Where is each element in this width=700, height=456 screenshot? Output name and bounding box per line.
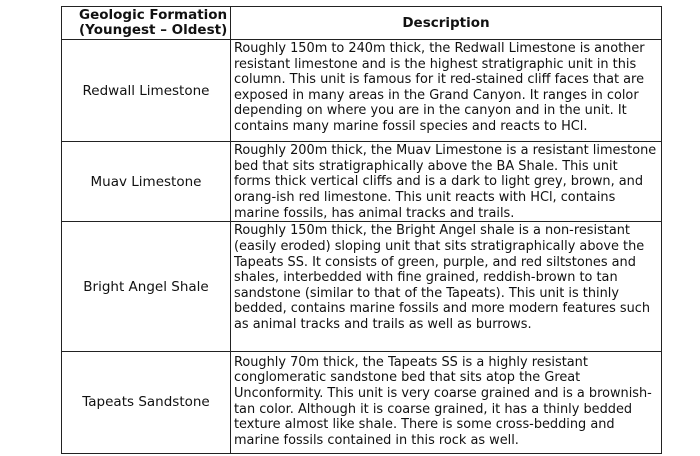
table-row xyxy=(62,40,662,142)
description-cell: Roughly 70m thick, the Tapeats SS is a highly resistant conglomeratic sandstone bed that sits atop the Great Unconformity. This unit is very coarse grained and is a brownish-tan color. Although it is coarse grained, it has a thinly bedded texture almost like shale. There is some cross-bedding and marine fossils contained in this rock as well. xyxy=(231,351,662,453)
formation-name-cell: Muav Limestone xyxy=(62,142,231,222)
table-header-row xyxy=(62,7,662,40)
formation-name-cell: Bright Angel Shale xyxy=(62,222,231,351)
header-formation-line-1: Geologic Formation xyxy=(79,7,228,23)
table-row xyxy=(62,142,662,222)
description-cell: Roughly 200m thick, the Muav Limestone is a resistant limestone bed that sits stratigraphically above the BA Shale. This unit forms thick vertical cliffs and is a dark to light grey, brown, and orang-ish red limestone. This unit reacts with HCl, contains marine fossils, has animal tracks and trails. xyxy=(231,142,662,222)
formation-name-cell: Tapeats Sandstone xyxy=(62,351,231,453)
header-description: Description xyxy=(231,7,662,40)
geologic-formations-table xyxy=(61,6,662,454)
formation-name-cell: Redwall Limestone xyxy=(62,40,231,142)
description-cell: Roughly 150m thick, the Bright Angel shale is a non-resistant (easily eroded) sloping unit that sits stratigraphically above the Tapeats SS. It consists of green, purple, and red siltstones and shales, interbedded with fine grained, reddish-brown to tan sandstone (similar to that of the Tapeats). This unit is thinly bedded, contains marine fossils and more modern features such as animal tracks and trails as well as burrows. xyxy=(231,222,662,351)
header-formation-line-2: (Youngest – Oldest) xyxy=(79,22,228,38)
table-row xyxy=(62,351,662,453)
header-geologic-formation xyxy=(62,7,231,40)
description-cell: Roughly 150m to 240m thick, the Redwall Limestone is another resistant limestone and is the highest stratigraphic unit in this column. This unit is famous for it red-stained cliff faces that are exposed in many areas in the Grand Canyon. It ranges in color depending on where you are in the canyon and in the unit. It contains many marine fossil species and reacts to HCl. xyxy=(231,40,662,142)
table-row xyxy=(62,222,662,351)
